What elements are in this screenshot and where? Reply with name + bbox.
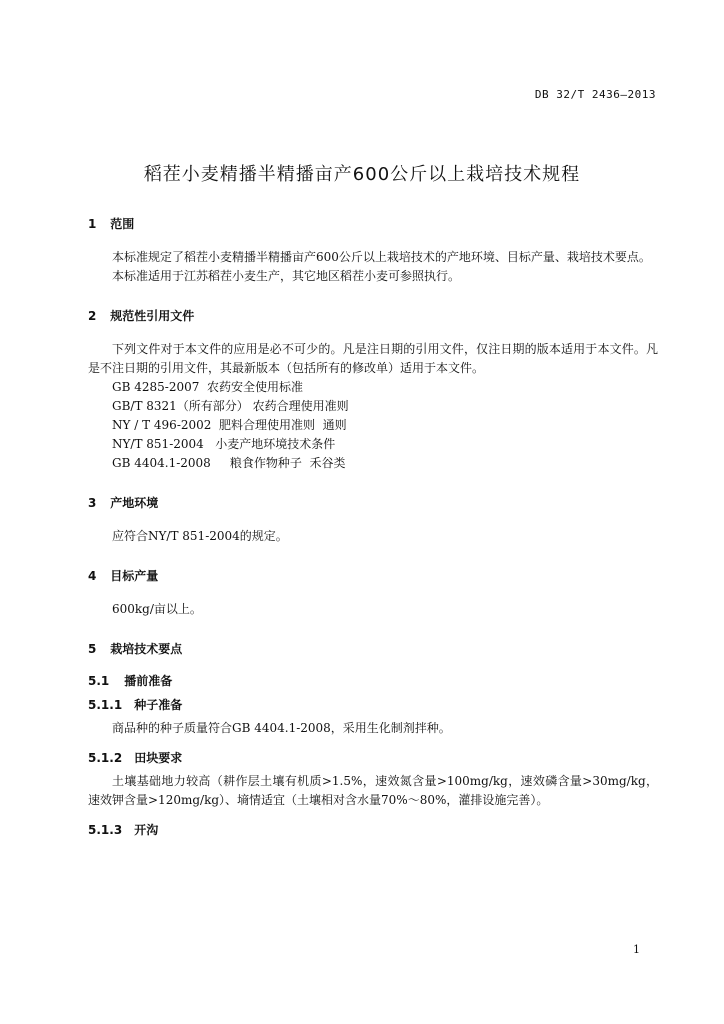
section-number: 3 bbox=[88, 496, 97, 510]
section-title: 栽培技术要点 bbox=[110, 642, 183, 656]
section-heading-5-1-1 bbox=[88, 695, 658, 715]
section-heading-2 bbox=[88, 306, 658, 326]
section-heading-5-1-2 bbox=[88, 748, 658, 768]
reference-item: NY / T 496-2002 肥料合理使用准则 通则 bbox=[112, 418, 347, 432]
section-number: 5 bbox=[88, 642, 97, 656]
paragraph: 商品种的种子质量符合GB 4404.1-2008，采用生化制剂拌种。 bbox=[112, 721, 451, 735]
document-title: 稻茬小麦精播半精播亩产600公斤以上栽培技术规程 bbox=[143, 164, 581, 185]
section-heading-5-1 bbox=[88, 671, 658, 691]
section-number: 5.1.1 bbox=[88, 698, 123, 712]
paragraph: 本标准规定了稻茬小麦精播半精播亩产600公斤以上栽培技术的产地环境、目标产量、栽培技术要点。 bbox=[112, 250, 651, 264]
section-title: 目标产量 bbox=[110, 569, 159, 583]
reference-item: GB 4285-2007 农药安全使用标准 bbox=[112, 380, 303, 394]
document-body bbox=[88, 214, 658, 840]
section-number: 4 bbox=[88, 569, 97, 583]
section-number: 2 bbox=[88, 309, 97, 323]
paragraph: 本标准适用于江苏稻茬小麦生产，其它地区稻茬小麦可参照执行。 bbox=[112, 269, 461, 283]
paragraph: 应符合NY/T 851-2004的规定。 bbox=[112, 529, 288, 543]
section-number: 5.1.2 bbox=[88, 751, 123, 765]
paragraph: 下列文件对于本文件的应用是必不可少的。凡是注日期的引用文件，仅注日期的版本适用于本文件。凡是不注日期的引用文件，其最新版本（包括所有的修改单）适用于本文件。 bbox=[88, 342, 658, 375]
section-title: 播前准备 bbox=[124, 674, 173, 688]
section-heading-1 bbox=[88, 214, 658, 234]
section-heading-5-1-3 bbox=[88, 820, 658, 840]
section-heading-3 bbox=[88, 493, 658, 513]
section-heading-4 bbox=[88, 566, 658, 586]
section-title: 种子准备 bbox=[134, 698, 183, 712]
section-title: 开沟 bbox=[134, 823, 159, 837]
reference-item: NY/T 851-2004 小麦产地环境技术条件 bbox=[112, 437, 336, 451]
section-title: 产地环境 bbox=[110, 496, 159, 510]
page-number: 1 bbox=[633, 943, 640, 956]
section-number: 5.1.3 bbox=[88, 823, 123, 837]
section-title: 规范性引用文件 bbox=[110, 309, 195, 323]
section-heading-5 bbox=[88, 639, 658, 659]
reference-item: GB 4404.1-2008 粮食作物种子 禾谷类 bbox=[112, 456, 346, 470]
standard-code: DB 32/T 2436—2013 bbox=[534, 88, 656, 101]
reference-item: GB/T 8321（所有部分） 农药合理使用准则 bbox=[112, 399, 349, 413]
section-title: 田块要求 bbox=[134, 751, 183, 765]
paragraph: 600kg/亩以上。 bbox=[112, 602, 202, 616]
section-title: 范围 bbox=[110, 217, 135, 231]
paragraph: 土壤基础地力较高（耕作层土壤有机质>1.5%，速效氮含量>100mg/kg，速效磷含量>30mg/kg，速效钾含量>120mg/kg）、墒情适宜（土壤相对含水量70%～80%，灌排设施完善）。 bbox=[88, 774, 658, 807]
section-number: 5.1 bbox=[88, 674, 110, 688]
section-number: 1 bbox=[88, 217, 97, 231]
